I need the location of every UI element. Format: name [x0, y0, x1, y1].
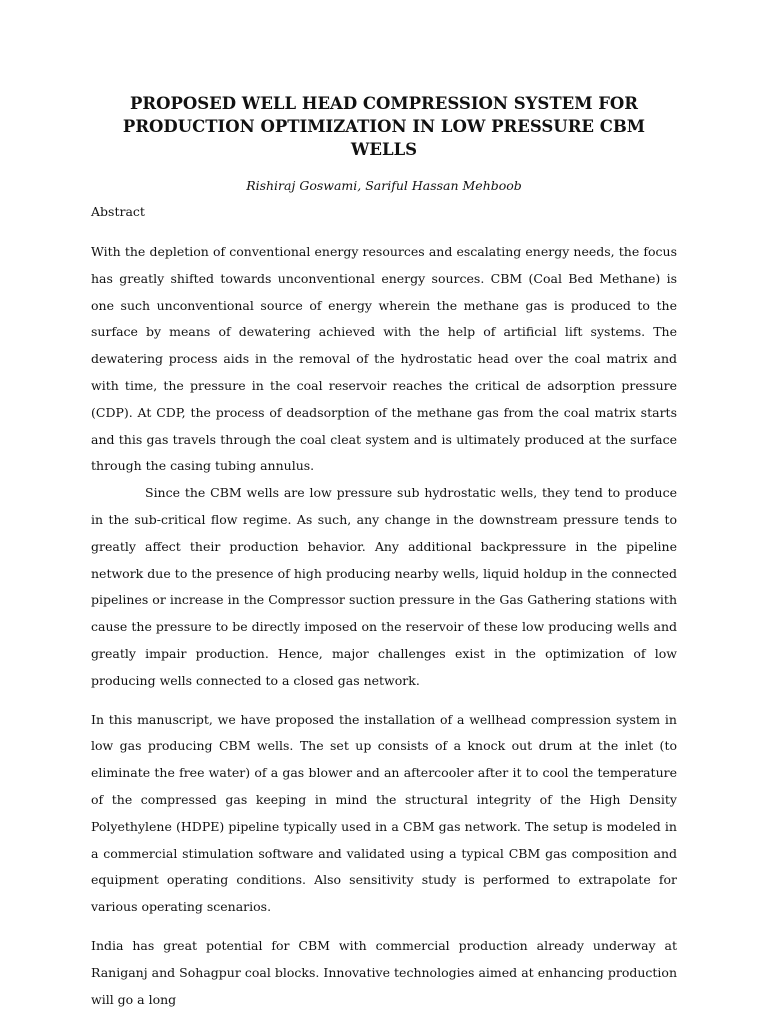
abstract-paragraph-2: Since the CBM wells are low pressure sub hydrostatic wells, they tend to produce in the sub-critical flow regime. As such, any change in the downstream pressure tends to greatly affect their production behavior. Any additional backpressure in the pipeline network due to the presence of high producing nearby wells, liquid holdup in the connected pipelines or increase in the Compressor suction pressure in the Gas Gathering stations with cause the pressure to be directly imposed on the reservoir of these low producing wells and greatly impair production. Hence, major challenges exist in the optimization of low producing wells connected to a closed gas network.	[91, 485, 677, 688]
document-body	[91, 92, 677, 1013]
abstract-paragraph-1: With the depletion of conventional energy resources and escalating energy needs, the focus has greatly shifted towards unconventional energy sources. CBM (Coal Bed Methane) is one such unconventional source of energy wherein the methane gas is produced to the surface by means of dewatering achieved with the help of artificial lift systems. The dewatering process aids in the removal of the hydrostatic head over the coal matrix and with time, the pressure in the coal reservoir reaches the critical de adsorption pressure (CDP). At CDP, the process of deadsorption of the methane gas from the coal matrix starts and this gas travels through the coal cleat system and is ultimately produced at the surface through the casing tubing annulus.	[91, 244, 677, 474]
abstract-paragraph-4: India has great potential for CBM with commercial production already underway at Raniganj and Sohagpur coal blocks. Innovative technologies aimed at enhancing production will go a long	[91, 937, 677, 1007]
abstract-paragraph-3: In this manuscript, we have proposed the installation of a wellhead compression system in low gas producing CBM wells. The set up consists of a knock out drum at the inlet (to eliminate the free water) of a gas blower and an aftercooler after it to cool the temperature of the compressed gas keeping in mind the structural integrity of the High Density Polyethylene (HDPE) pipeline typically used in a CBM gas network. The setup is modeled in a commercial stimulation software and validated using a typical CBM gas composition and equipment operating conditions. Also sensitivity study is performed to extrapolate for various operating scenarios.	[91, 711, 677, 915]
paper-authors: Rishiraj Goswami, Sariful Hassan Mehboob	[246, 178, 522, 193]
paper-title: PROPOSED WELL HEAD COMPRESSION SYSTEM FOR PRODUCTION OPTIMIZATION IN LOW PRESSURE CBM WELLS	[122, 94, 646, 159]
abstract-heading: Abstract	[91, 204, 145, 219]
